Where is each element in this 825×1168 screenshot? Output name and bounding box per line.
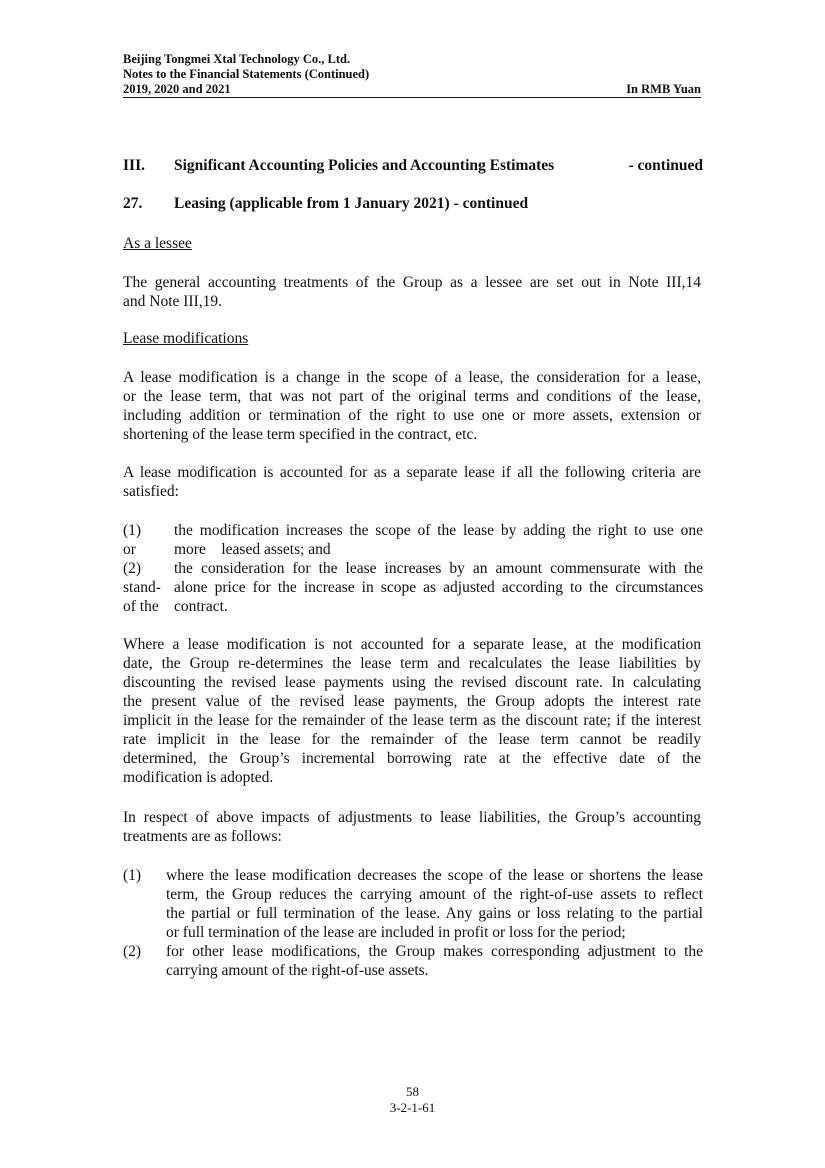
paragraph-line: satisfied: [123, 483, 179, 500]
separate-lease-intro-paragraph [123, 463, 701, 501]
criteria-text: alone price for the increase in scope as adjusted according to the circumstances [174, 579, 703, 596]
paragraph-line: or the lease term, that was not part of the original terms and conditions of the lease, [123, 388, 701, 405]
paragraph-line: date, the Group re-determines the lease term and recalculates the lease liabilities by [123, 655, 701, 672]
criteria-row [123, 597, 703, 616]
treatments-list [123, 866, 703, 980]
lessee-paragraph [123, 273, 701, 311]
criteria-label: stand- [123, 579, 161, 596]
list-item [123, 866, 703, 942]
not-separate-lease-paragraph [123, 635, 701, 787]
paragraph-line: and Note III,19. [123, 293, 222, 310]
paragraph-line: A lease modification is accounted for as a separate lease if all the following criteria are [123, 464, 701, 481]
section-title: Significant Accounting Policies and Accounting Estimates [174, 157, 555, 174]
header-rule-line [123, 82, 701, 98]
criteria-row [123, 540, 703, 559]
item-line: term, the Group reduces the carrying amount of the right-of-use assets to reflect [166, 886, 703, 903]
criteria-row [123, 578, 703, 597]
subsection-title: Leasing (applicable from 1 January 2021) - continued [174, 195, 529, 212]
item-line: for other lease modifications, the Group makes corresponding adjustment to the [166, 943, 703, 960]
notes-title: Notes to the Financial Statements (Continued) [123, 67, 370, 81]
section-number: III. [123, 157, 145, 174]
header-years: 2019, 2020 and 2021 [123, 82, 231, 96]
criteria-label: (2) [123, 560, 142, 577]
paragraph-line: Where a lease modification is not accounted for a separate lease, at the modification [123, 636, 701, 653]
criteria-label: (1) [123, 522, 142, 539]
paragraph-line: the present value of the revised lease payments, the Group adopts the interest rate [123, 693, 701, 710]
paragraph-line: modification is adopted. [123, 769, 274, 786]
paragraph-line: shortening of the lease term specified in the contract, etc. [123, 426, 478, 443]
criteria-text: contract. [174, 598, 228, 615]
page-header [123, 52, 701, 98]
header-currency: In RMB Yuan [626, 82, 701, 96]
modification-definition-paragraph [123, 368, 701, 444]
lessee-heading: As a lessee [123, 235, 192, 252]
paragraph-line: In respect of above impacts of adjustments to lease liabilities, the Group’s accounting [123, 809, 701, 826]
separate-lease-criteria [123, 521, 703, 616]
criteria-label: or [123, 541, 136, 558]
item-line: where the lease modification decreases the scope of the lease or shortens the lease [166, 867, 703, 884]
item-label: (1) [123, 867, 142, 884]
company-name: Beijing Tongmei Xtal Technology Co., Ltd. [123, 52, 351, 66]
item-label: (2) [123, 943, 142, 960]
paragraph-line: implicit in the lease for the remainder of the lease term as the discount rate; if the interest [123, 712, 701, 729]
item-line: carrying amount of the right-of-use assets. [166, 962, 429, 979]
subsection-number: 27. [123, 195, 143, 212]
item-line: or full termination of the lease are included in profit or loss for the period; [166, 924, 626, 941]
modifications-heading: Lease modifications [123, 330, 249, 347]
criteria-text: more leased assets; and [174, 541, 331, 558]
paragraph-line: The general accounting treatments of the Group as a lessee are set out in Note III,14 [123, 274, 701, 291]
list-item [123, 942, 703, 980]
criteria-row [123, 521, 703, 540]
criteria-text: the modification increases the scope of the lease by adding the right to use one [174, 522, 703, 539]
paragraph-line: treatments are as follows: [123, 828, 282, 845]
criteria-label: of the [123, 598, 159, 615]
impacts-intro-paragraph [123, 808, 701, 846]
paragraph-line: rate implicit in the lease for the remainder of the lease term cannot be readily [123, 731, 701, 748]
criteria-row [123, 559, 703, 578]
paragraph-line: including addition or termination of the right to use one or more assets, extension or [123, 407, 701, 424]
item-line: the partial or full termination of the lease. Any gains or loss relating to the partial [166, 905, 703, 922]
paragraph-line: discounting the revised lease payments using the revised discount rate. In calculating [123, 674, 701, 691]
page-number: 58 [406, 1084, 419, 1099]
document-reference: 3-2-1-61 [389, 1100, 436, 1115]
paragraph-line: determined, the Group’s incremental borrowing rate at the effective date of the [123, 750, 701, 767]
paragraph-line: A lease modification is a change in the scope of a lease, the consideration for a lease, [123, 369, 701, 386]
section-continued: - continued [628, 157, 703, 174]
criteria-text: the consideration for the lease increases by an amount commensurate with the [174, 560, 703, 577]
